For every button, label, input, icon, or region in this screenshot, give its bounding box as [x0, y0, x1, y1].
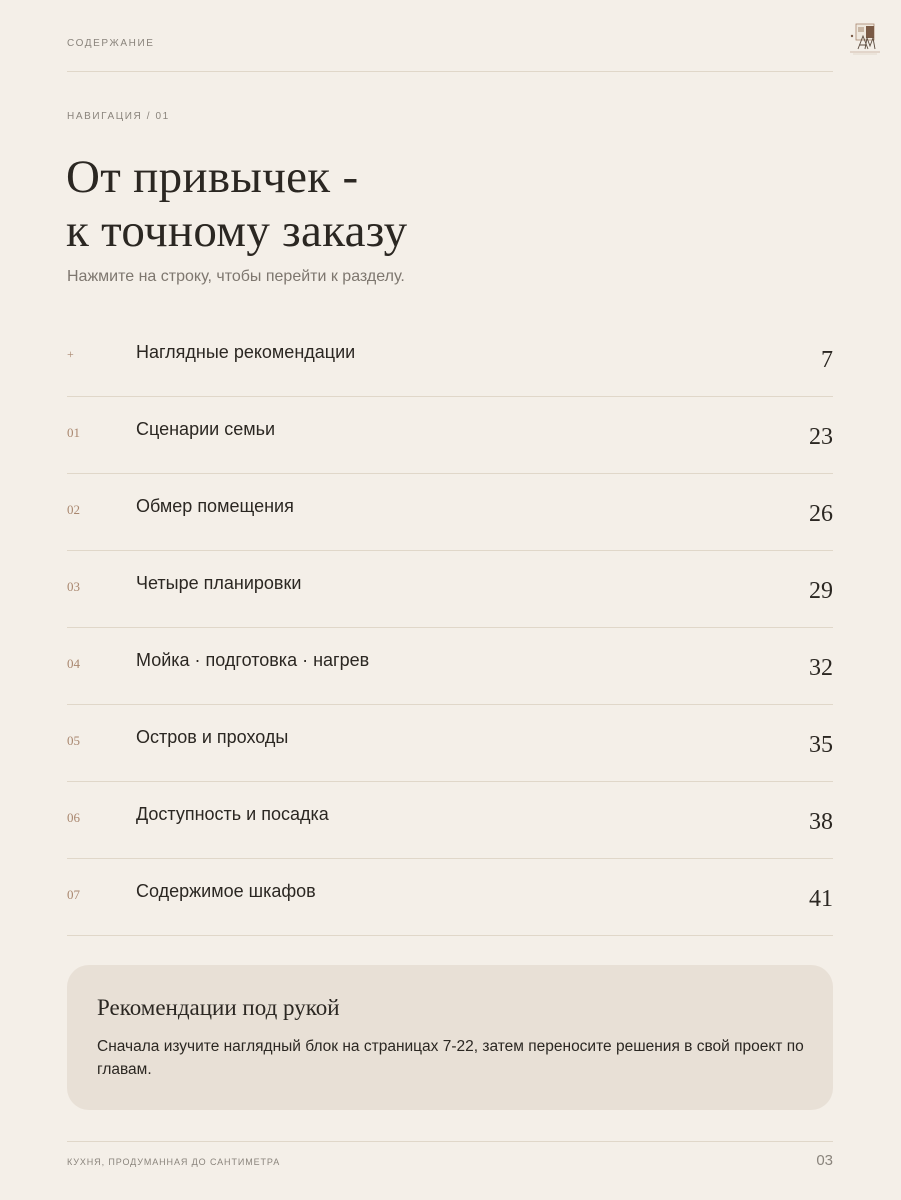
toc-row-number: 01: [67, 425, 80, 440]
toc-row-sink-prep-heat[interactable]: [67, 628, 833, 705]
toc-row-label: Остров и проходы: [136, 727, 289, 747]
toc-row-page: 35: [809, 732, 833, 758]
navigation-label: НАВИГАЦИЯ / 01: [67, 111, 170, 122]
callout-text: Сначала изучите наглядный блок на страницах 7-22, затем переносите решения в свой проект по главам.: [97, 1038, 804, 1078]
toc-row-page: 41: [809, 886, 833, 912]
toc-row-family-scenarios[interactable]: [67, 397, 833, 474]
page-title-line-2: к точному заказу: [66, 205, 408, 257]
header-divider: [67, 71, 833, 72]
toc-row-number: 04: [67, 656, 80, 671]
toc-row-number: 02: [67, 502, 80, 517]
page-subtitle: Нажмите на строку, чтобы перейти к разделу.: [67, 268, 405, 285]
page-title-line-1: От привычек -: [66, 151, 359, 203]
callout-title: Рекомендации под рукой: [97, 995, 340, 1020]
footer-divider: [67, 1141, 833, 1142]
toc-row-label: Обмер помещения: [136, 496, 294, 516]
table-of-contents: [67, 320, 833, 936]
toc-row-label: Содержимое шкафов: [136, 881, 316, 901]
toc-row-visual-recommendations[interactable]: [67, 320, 833, 397]
recommendations-callout: [67, 965, 833, 1110]
page-title: [66, 150, 407, 258]
toc-row-page: 32: [809, 655, 833, 681]
toc-row-number: 06: [67, 810, 80, 825]
toc-row-page: 23: [809, 424, 833, 450]
toc-row-four-layouts[interactable]: [67, 551, 833, 628]
footer-page-number: 03: [816, 1152, 833, 1169]
toc-row-label: Четыре планировки: [136, 573, 302, 593]
house-monogram-logo: [846, 22, 882, 56]
toc-row-accessibility-seating[interactable]: [67, 782, 833, 859]
toc-row-label: Доступность и посадка: [136, 804, 329, 824]
toc-row-page: 26: [809, 501, 833, 527]
toc-row-number: 07: [67, 887, 80, 902]
toc-row-label: Мойка · подготовка · нагрев: [136, 650, 370, 670]
section-label: СОДЕРЖАНИЕ: [67, 38, 155, 49]
toc-row-number: +: [67, 347, 74, 361]
footer-title: КУХНЯ, ПРОДУМАННАЯ ДО САНТИМЕТРА: [67, 1157, 281, 1167]
toc-row-cabinet-contents[interactable]: [67, 859, 833, 936]
toc-row-island-passages[interactable]: [67, 705, 833, 782]
toc-row-page: 38: [809, 809, 833, 835]
toc-row-number: 03: [67, 579, 80, 594]
toc-row-label: Наглядные рекомендации: [136, 342, 356, 362]
toc-row-number: 05: [67, 733, 80, 748]
toc-row-label: Сценарии семьи: [136, 419, 276, 439]
toc-row-page: 29: [809, 578, 833, 604]
toc-row-page: 7: [821, 347, 833, 373]
toc-row-room-measurement[interactable]: [67, 474, 833, 551]
